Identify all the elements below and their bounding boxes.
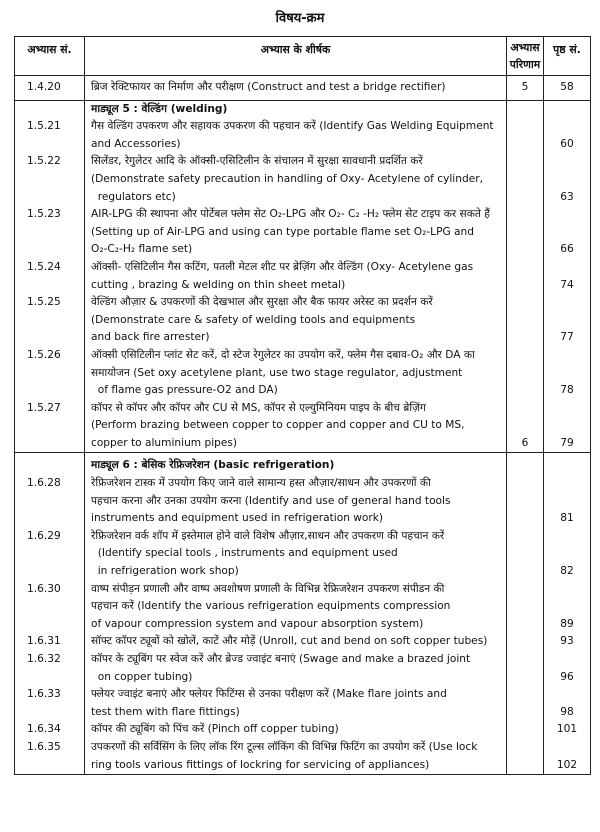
exercise-outcome: 6 (507, 400, 544, 453)
title-line: instruments and equipment used in refrigeration work) (91, 512, 384, 525)
title-line: AIR-LPG की स्थापना और पोर्टेबल फ्लेम सेट O₂-LPG और O₂- C₂ -H₂ फ्लेम सेट टाइप कर सकते हैं (91, 208, 490, 221)
title-line: (Demonstrate care & safety of welding tools and equipments (91, 313, 416, 326)
exercise-outcome (507, 739, 544, 775)
exercise-title (85, 76, 507, 101)
table-row (15, 206, 591, 259)
exercise-title (85, 400, 507, 453)
exercise-code: 1.6.30 (15, 581, 85, 634)
exercise-title (85, 739, 507, 775)
title-line: वाष्प संपीड़न प्रणाली और वाष्प अवशोषण प्रणाली के विभिन्न रेफ्रिजरेशन उपकरण संपीडन की (91, 582, 445, 595)
exercise-title (85, 581, 507, 634)
exercise-title (85, 118, 507, 153)
table-row (15, 294, 591, 347)
title-line: cutting , brazing & welding on thin sheet metal) (91, 278, 346, 291)
exercise-title (85, 633, 507, 651)
title-line: पहचान करें (Identify the various refrigeration equipments compression (91, 600, 451, 613)
title-line: समायोजन (Set oxy acetylene plant, use two stage regulator, adjustment (91, 366, 463, 379)
table-row (15, 118, 591, 153)
title-line: test them with flare fittings) (91, 705, 240, 718)
table-row (15, 259, 591, 294)
title-line: रेफ्रिजरेशन वर्क शॉप में इस्तेमाल होने वाले विशेष औज़ार,साधन और उपकरण की पहचान करें (91, 529, 445, 542)
title-line: in refrigeration work shop) (91, 565, 239, 578)
title-line: कॉपर की ट्यूबिंग को पिंच करें (Pinch off copper tubing) (91, 723, 339, 736)
title-line: and back fire arrester) (91, 331, 210, 344)
table-row (15, 739, 591, 775)
title-line: (Demonstrate safety precaution in handling of Oxy- Acetylene of cylinder, (91, 172, 483, 185)
title-line: पहचान करना और उनका उपयोग करना (Identify and use of general hand tools (91, 494, 451, 507)
module-6-section (15, 453, 591, 775)
title-line: O₂-C₂-H₂ flame set) (91, 243, 193, 256)
exercise-outcome (507, 206, 544, 259)
exercise-page: 60 (544, 118, 591, 153)
exercise-outcome (507, 686, 544, 721)
exercise-code: 1.6.35 (15, 739, 85, 775)
exercise-code: 1.6.33 (15, 686, 85, 721)
exercise-outcome (507, 528, 544, 581)
title-line: of vapour compression system and vapour absorption system) (91, 617, 424, 630)
exercise-page: 101 (544, 721, 591, 739)
title-line: रेफ्रिजरेशन टास्क में उपयोग किए जाने वाले सामान्य हस्त औज़ार/साधन और उपकरणों की (91, 477, 431, 490)
header-title: अभ्यास के शीर्षक (85, 37, 507, 76)
title-line: कॉपर से कॉपर और कॉपर और CU से MS, कॉपर से एल्युमिनियम पाइप के बीच ब्रेज़िंग (91, 401, 426, 414)
exercise-title (85, 528, 507, 581)
exercise-title (85, 475, 507, 528)
module-5-section (15, 100, 591, 453)
header-page: पृष्ठ सं. (544, 37, 591, 76)
page-title: विषय-क्रम (275, 11, 325, 26)
header-outcome: अभ्यास परिणाम (507, 37, 544, 76)
exercise-page: 89 (544, 581, 591, 634)
title-line: and Accessories) (91, 137, 181, 150)
exercise-page: 78 (544, 347, 591, 400)
exercise-code: 1.5.24 (15, 259, 85, 294)
exercise-code: 1.6.32 (15, 651, 85, 686)
table-row (15, 153, 591, 206)
exercise-title (85, 347, 507, 400)
exercise-title (85, 259, 507, 294)
exercise-outcome (507, 118, 544, 153)
exercise-page: 102 (544, 739, 591, 775)
exercise-page: 77 (544, 294, 591, 347)
title-line: regulators etc) (91, 190, 176, 203)
title-line: उपकरणों की सर्विसिंग के लिए लॉक रिंग टूल्स लॉकिंग की विभिन्न फिटिंग का उपयोग करें (Use lock (91, 740, 478, 753)
table-row (15, 581, 591, 634)
title-line: (Perform brazing between copper to copper and copper and CU to MS, (91, 419, 465, 432)
title-line: of flame gas pressure-O2 and DA) (91, 384, 278, 397)
exercise-title (85, 294, 507, 347)
exercise-title (85, 206, 507, 259)
exercise-title (85, 686, 507, 721)
table-row (15, 76, 591, 101)
exercise-page: 81 (544, 475, 591, 528)
exercise-outcome (507, 475, 544, 528)
title-line: (Identify special tools , instruments and equipment used (91, 547, 398, 560)
module-6-heading: माड्यूल 6 : बेसिक रेफ्रिजरेशन (basic refrigeration) (85, 457, 507, 475)
title-line: ब्रिज रेक्टिफायर का निर्माण और परीक्षण (Construct and test a bridge rectifier) (91, 81, 446, 93)
exercise-code: 1.6.29 (15, 528, 85, 581)
exercise-page: 58 (544, 76, 591, 101)
exercise-page: 93 (544, 633, 591, 651)
title-line: सॉफ्ट कॉपर ट्यूबों को खोलें, काटें और मोड़ें (Unroll, cut and bend on soft copper tubes) (91, 635, 488, 648)
title-line: copper to aluminium pipes) (91, 436, 238, 449)
module-heading-row (15, 457, 591, 475)
exercise-title (85, 721, 507, 739)
exercise-page: 74 (544, 259, 591, 294)
exercise-outcome (507, 633, 544, 651)
module-heading-row (15, 100, 591, 118)
exercise-title (85, 153, 507, 206)
exercise-code: 1.5.27 (15, 400, 85, 453)
table-row (15, 721, 591, 739)
table-row (15, 633, 591, 651)
table-row (15, 686, 591, 721)
module-5-heading: माड्यूल 5 : वेल्डिंग (welding) (85, 100, 507, 118)
exercise-code: 1.5.21 (15, 118, 85, 153)
table-row (15, 400, 591, 453)
title-line: on copper tubing) (91, 670, 193, 683)
exercise-outcome (507, 721, 544, 739)
title-line: ऑक्सी- एसिटिलीन गैस कटिंग, पतली मेटल शीट पर ब्रेज़िंग और वेल्डिंग (Oxy- Acetylene gas (91, 260, 474, 273)
title-line: कॉपर के ट्यूबिंग पर स्वेज करें और ब्रेज्ड ज्वाइंट बनाएं (Swage and make a brazed joint (91, 653, 471, 665)
table-header-row (15, 37, 591, 76)
exercise-code: 1.5.22 (15, 153, 85, 206)
title-line: वेल्डिंग औज़ार & उपकरणों की देखभाल और सुरक्षा और बैक फायर अरेस्ट का प्रदर्शन करें (91, 296, 433, 309)
title-line: ऑक्सी एसिटिलीन प्लांट सेट करें, दो स्टेज रेगुलेटर का उपयोग करें, फ्लेम गैस दबाव-O₂ और DA का (91, 348, 475, 361)
exercise-page: 82 (544, 528, 591, 581)
table-row (15, 528, 591, 581)
title-line: सिलेंडर, रेगुलेटर आदि के ऑक्सी-एसिटिलीन के संचालन में सुरक्षा सावधानी प्रदर्शित करें (91, 155, 423, 168)
exercise-title (85, 651, 507, 686)
exercise-code: 1.6.31 (15, 633, 85, 651)
exercise-outcome (507, 294, 544, 347)
exercise-code: 1.4.20 (15, 76, 85, 101)
table-row (15, 475, 591, 528)
contents-table (14, 36, 591, 775)
exercise-code: 1.6.28 (15, 475, 85, 528)
exercise-code: 1.6.34 (15, 721, 85, 739)
exercise-code: 1.5.23 (15, 206, 85, 259)
exercise-outcome (507, 259, 544, 294)
exercise-page: 79 (544, 400, 591, 453)
title-line: (Setting up of Air-LPG and using can type portable flame set O₂-LPG and (91, 225, 474, 238)
exercise-page: 98 (544, 686, 591, 721)
header-code: अभ्यास सं. (15, 37, 85, 76)
title-line: गैस वेल्डिंग उपकरण और सहायक उपकरण की पहचान करें (Identify Gas Welding Equipment (91, 120, 494, 133)
exercise-outcome (507, 651, 544, 686)
exercise-page: 96 (544, 651, 591, 686)
exercise-code: 1.5.26 (15, 347, 85, 400)
exercise-page: 63 (544, 153, 591, 206)
table-row (15, 651, 591, 686)
exercise-outcome (507, 347, 544, 400)
exercise-outcome: 5 (507, 76, 544, 101)
exercise-outcome (507, 153, 544, 206)
table-row (15, 347, 591, 400)
exercise-code: 1.5.25 (15, 294, 85, 347)
title-line: ring tools various fittings of lockring for servicing of appliances) (91, 758, 430, 771)
exercise-page: 66 (544, 206, 591, 259)
exercise-outcome (507, 581, 544, 634)
title-line: फ्लेयर ज्वाइंट बनाएं और फ्लेयर फिटिंग्स से उनका परीक्षण करें (Make flare joints and (91, 688, 447, 701)
